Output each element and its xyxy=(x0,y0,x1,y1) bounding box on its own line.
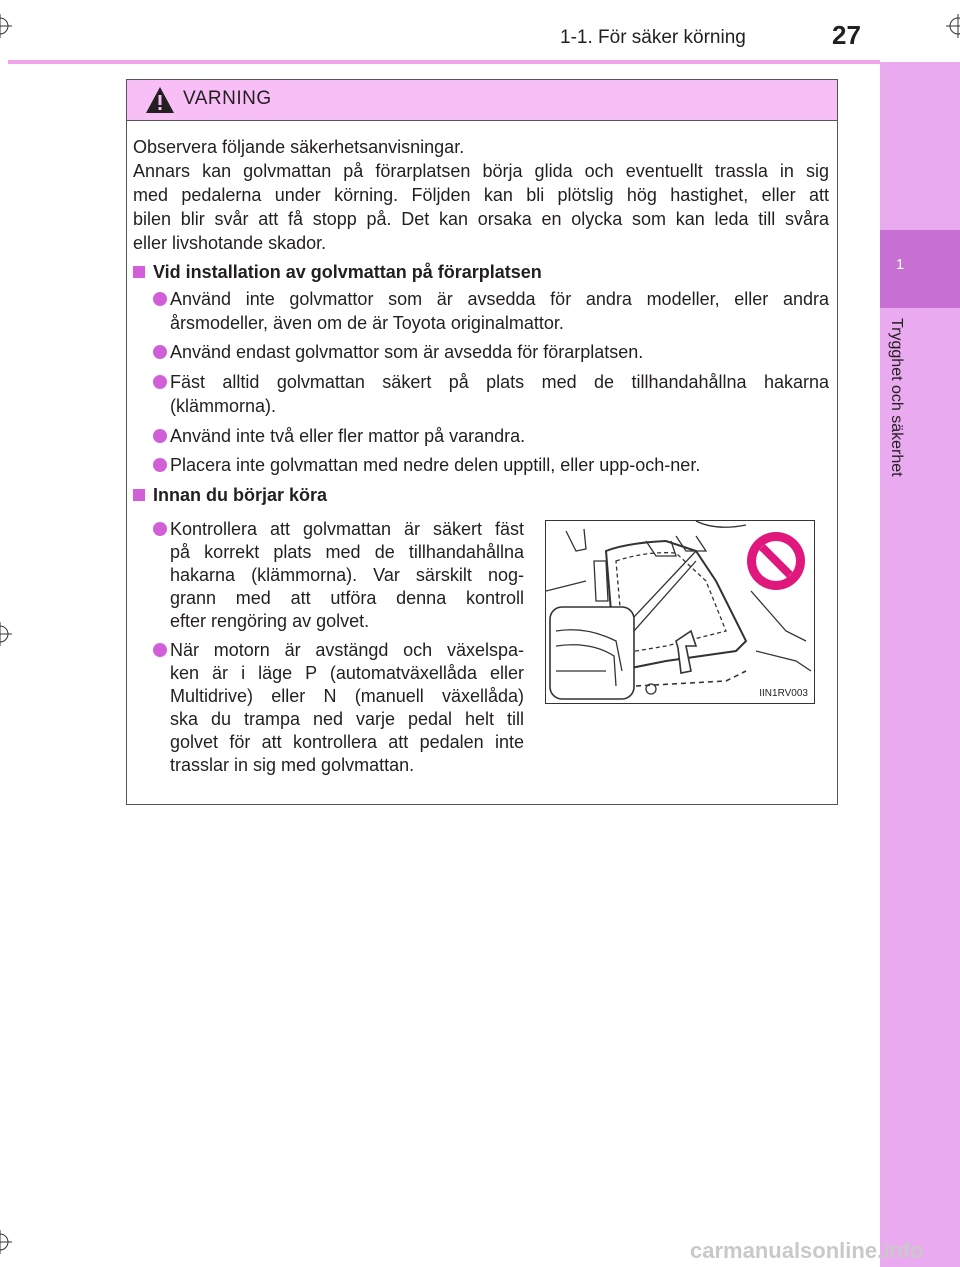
intro-line: eller livshotande skador. xyxy=(133,233,327,253)
round-bullet-icon xyxy=(153,522,167,536)
warning-triangle-icon xyxy=(145,86,175,114)
list-item-line: Använd inte golvmattor som är avsedda för andra modeller, eller andra xyxy=(170,289,829,309)
warning-title: VARNING xyxy=(183,88,272,109)
list-item-line: Använd inte två eller fler mattor på varandra. xyxy=(170,426,526,446)
section-heading-text: Vid installation av golvmattan på förarplatsen xyxy=(153,262,542,282)
list-item-line: Multidrive) eller N (manuell växellåda) xyxy=(170,686,524,706)
crop-mark-icon xyxy=(0,1230,12,1254)
page-number: 27 xyxy=(832,20,861,50)
detail-inset xyxy=(550,607,634,699)
warning-header xyxy=(127,80,837,121)
list-item-line: ken är i läge P (automatväxellåda eller xyxy=(170,663,524,683)
no-entry-icon xyxy=(747,532,805,590)
intro-line: Observera följande säkerhetsanvisningar. xyxy=(133,137,465,157)
list-item-line: grann med att utföra denna kontroll xyxy=(170,588,524,608)
list-item-line: Fäst alltid golvmattan säkert på plats med de tillhandahållna hakarna xyxy=(170,372,829,392)
section-title: 1-1. För säker körning xyxy=(560,27,746,48)
list-item-line: golvet för att kontrollera att pedalen inte xyxy=(170,732,524,752)
list-item-line: hakarna (klämmorna). Var särskilt nog- xyxy=(170,565,524,585)
list-item-line: När motorn är avstängd och växelspa- xyxy=(170,640,524,660)
square-bullet-icon xyxy=(133,489,145,501)
section-heading-text: Innan du börjar köra xyxy=(153,485,328,505)
list-item-line: (klämmorna). xyxy=(170,396,277,416)
list-item-line: efter rengöring av golvet. xyxy=(170,611,370,631)
section-heading xyxy=(133,484,829,508)
floor-mat-drawing xyxy=(546,521,814,703)
intro-line: bilen blir svår att få stopp på. Det kan orsaka en olycka som kan leda till svåra xyxy=(133,209,829,229)
round-bullet-icon xyxy=(153,429,167,443)
list-item-line: Använd endast golvmattor som är avsedda för förarplatsen. xyxy=(170,342,644,362)
list-item-line: ska du trampa ned varje pedal helt till xyxy=(170,709,524,729)
chapter-title: Trygghet och säkerhet xyxy=(888,318,905,477)
intro-line: med pedalerna under körning. Följden kan bli plötslig hög hastighet, eller att xyxy=(133,185,829,205)
chapter-number: 1 xyxy=(895,256,905,273)
watermark: carmanualsonline.info xyxy=(690,1238,924,1263)
round-bullet-icon xyxy=(153,458,167,472)
list-item-line: Kontrollera att golvmattan är säkert fäst xyxy=(170,519,524,539)
crop-mark-icon xyxy=(946,14,960,38)
round-bullet-icon xyxy=(153,375,167,389)
round-bullet-icon xyxy=(153,345,167,359)
list-item-line: trasslar in sig med golvmattan. xyxy=(170,755,415,775)
floor-mat-illustration xyxy=(545,520,815,704)
figure-code: IIN1RV003 xyxy=(759,688,808,699)
crop-mark-icon xyxy=(0,14,12,38)
section-heading xyxy=(133,261,829,285)
crop-mark-icon xyxy=(0,622,12,646)
header-rule xyxy=(8,60,880,64)
list-item-line: Placera inte golvmattan med nedre delen upptill, eller upp-och-ner. xyxy=(170,455,701,475)
square-bullet-icon xyxy=(133,266,145,278)
list-item-line: årsmodeller, även om de är Toyota originalmattor. xyxy=(170,313,564,333)
round-bullet-icon xyxy=(153,643,167,657)
chapter-number-box xyxy=(880,230,960,308)
list-item-line: på korrekt plats med de tillhandahållna xyxy=(170,542,524,562)
round-bullet-icon xyxy=(153,292,167,306)
intro-line: Annars kan golvmattan på förarplatsen börja glida och eventuellt trassla in sig xyxy=(133,161,829,181)
